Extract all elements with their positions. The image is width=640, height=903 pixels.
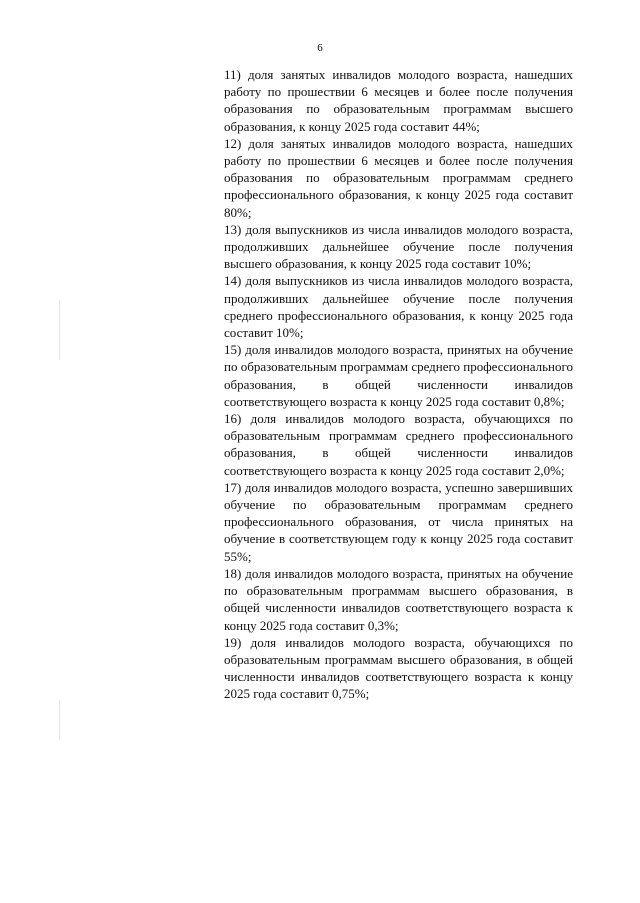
list-item: 15) доля инвалидов молодого возраста, принятых на обучение по образовательным программам среднего профессионального образования, в общей численности инвалидов соответствующего возраста к концу 2025 года составит 0,8%; [224, 342, 573, 409]
left-margin-scan-mark [59, 700, 60, 740]
document-body [224, 66, 573, 703]
list-item: 11) доля занятых инвалидов молодого возраста, нашедших работу по прошествии 6 месяцев и более после получения образования по образовательным программам высшего образования, к концу 2025 года составит 44%; [224, 67, 573, 134]
list-item: 16) доля инвалидов молодого возраста, обучающихся по образовательным программам среднего профессионального образования, в общей численности инвалидов соответствующего возраста к концу 2025 года составит 2,0%; [224, 411, 573, 478]
list-item: 13) доля выпускников из числа инвалидов молодого возраста, продолживших дальнейшее обучение после получения высшего образования, к концу 2025 года составит 10%; [224, 221, 573, 272]
list-item: 17) доля инвалидов молодого возраста, успешно завершивших обучение по образовательным программам среднего профессионального образования, от числа принятых на обучение в соответствующем году к концу 2025 года составит 55%; [224, 479, 573, 564]
list-item: 12) доля занятых инвалидов молодого возраста, нашедших работу по прошествии 6 месяцев и более после получения образования по образовательным программам среднего профессионального образования, к концу 2025 года составит 80%; [224, 135, 573, 220]
list-item: 14) доля выпускников из числа инвалидов молодого возраста, продолживших дальнейшее обучение после получения среднего профессионального образования, к концу 2025 года составит 10%; [224, 273, 573, 341]
page-number: 6 [317, 42, 323, 54]
list-item: 19) доля инвалидов молодого возраста, обучающихся по образовательным программам высшего образования, в общей численности инвалидов соответствующего возраста к концу 2025 года составит 0,75%; [224, 634, 573, 702]
left-margin-scan-mark [59, 300, 60, 360]
list-item: 18) доля инвалидов молодого возраста, принятых на обучение по образовательным программам высшего образования, в общей численности инвалидов соответствующего возраста к концу 2025 года составит 0,3%; [224, 565, 573, 633]
